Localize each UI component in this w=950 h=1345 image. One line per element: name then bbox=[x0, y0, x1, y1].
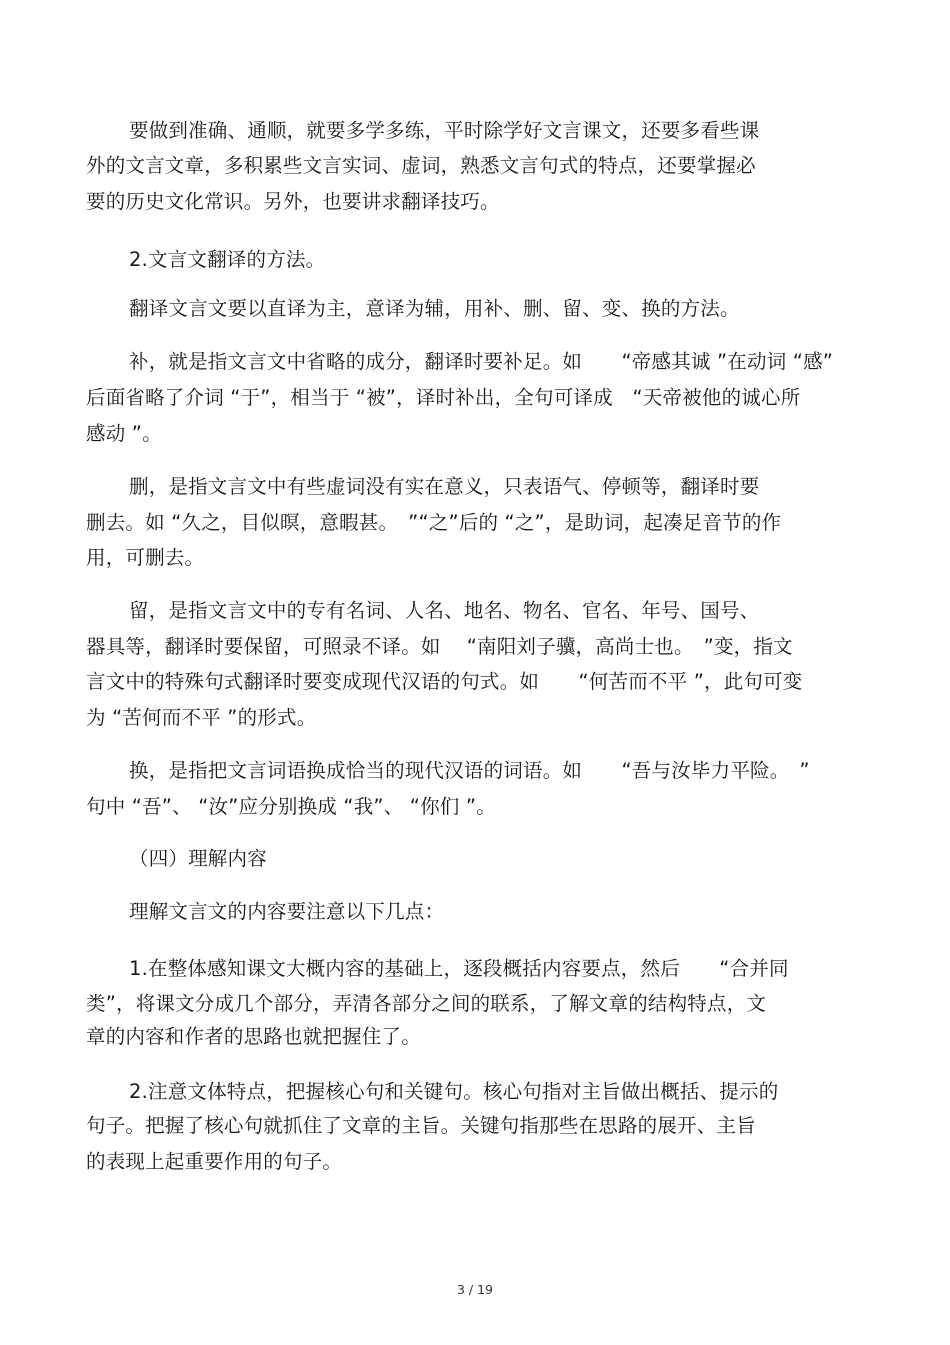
text-line: 1.在整体感知课文大概内容的基础上，逐段概括内容要点，然后 “合并同 bbox=[129, 957, 789, 980]
text-line: 补，就是指文言文中省略的成分，翻译时要补足。如 “帝感其诚 ”在动词 “感” bbox=[129, 350, 834, 373]
text-line: 为 “苦何而不平 ”的形式。 bbox=[86, 706, 317, 729]
text-line: 要的历史文化常识。另外，也要讲求翻译技巧。 bbox=[86, 190, 500, 213]
text-line: 类”，将课文分成几个部分，弄清各部分之间的联系，了解文章的结构特点，文 bbox=[86, 992, 767, 1015]
text-line: 留，是指文言文中的专有名词、人名、地名、物名、官名、年号、国号、 bbox=[129, 599, 760, 622]
section-heading: 2.文言文翻译的方法。 bbox=[129, 248, 326, 271]
text-line: 的表现上起重要作用的句子。 bbox=[86, 1150, 343, 1173]
section-heading: （四）理解内容 bbox=[129, 847, 267, 870]
text-line: 翻译文言文要以直译为主，意译为辅，用补、删、留、变、换的方法。 bbox=[129, 297, 740, 320]
text-line: 句子。把握了核心句就抓住了文章的主旨。关键句指那些在思路的展开、主旨 bbox=[86, 1114, 756, 1137]
text-line: 换，是指把文言词语换成恰当的现代汉语的词语。如 “吾与汝毕力平险。 ” bbox=[129, 759, 810, 782]
text-line: 器具等，翻译时要保留，可照录不译。如 “南阳刘子骥，高尚士也。 ”变，指文 bbox=[86, 635, 793, 658]
text-line: 后面省略了介词 “于”，相当于 “被”，译时补出，全句可译成 “天帝被他的诚心所 bbox=[86, 386, 801, 409]
text-line: 理解文言文的内容要注意以下几点： bbox=[129, 900, 445, 923]
text-line: 要做到准确、通顺，就要多学多练，平时除学好文言课文，还要多看些课 bbox=[129, 119, 760, 142]
page-number: 3 / 19 bbox=[456, 1282, 494, 1297]
text-line: 2.注意文体特点，把握核心句和关键句。核心句指对主旨做出概括、提示的 bbox=[129, 1080, 779, 1103]
text-line: 用，可删去。 bbox=[86, 546, 205, 569]
text-line: 言文中的特殊句式翻译时要变成现代汉语的句式。如 “何苦而不平 ”，此句可变 bbox=[86, 670, 803, 693]
text-line: 外的文言文章，多积累些文言实词、虚词，熟悉文言句式的特点，还要掌握必 bbox=[86, 154, 756, 177]
text-line: 句中 “吾”、 “汝”应分别换成 “我”、 “你们 ”。 bbox=[86, 795, 496, 818]
text-line: 章的内容和作者的思路也就把握住了。 bbox=[86, 1025, 421, 1048]
text-line: 删，是指文言文中有些虚词没有实在意义，只表语气、停顿等，翻译时要 bbox=[129, 475, 760, 498]
text-line: 删去。如 “久之，目似暝，意暇甚。 ”“之”后的 “之”，是助词，起凑足音节的作 bbox=[86, 511, 782, 534]
text-line: 感动 ”。 bbox=[86, 422, 162, 445]
